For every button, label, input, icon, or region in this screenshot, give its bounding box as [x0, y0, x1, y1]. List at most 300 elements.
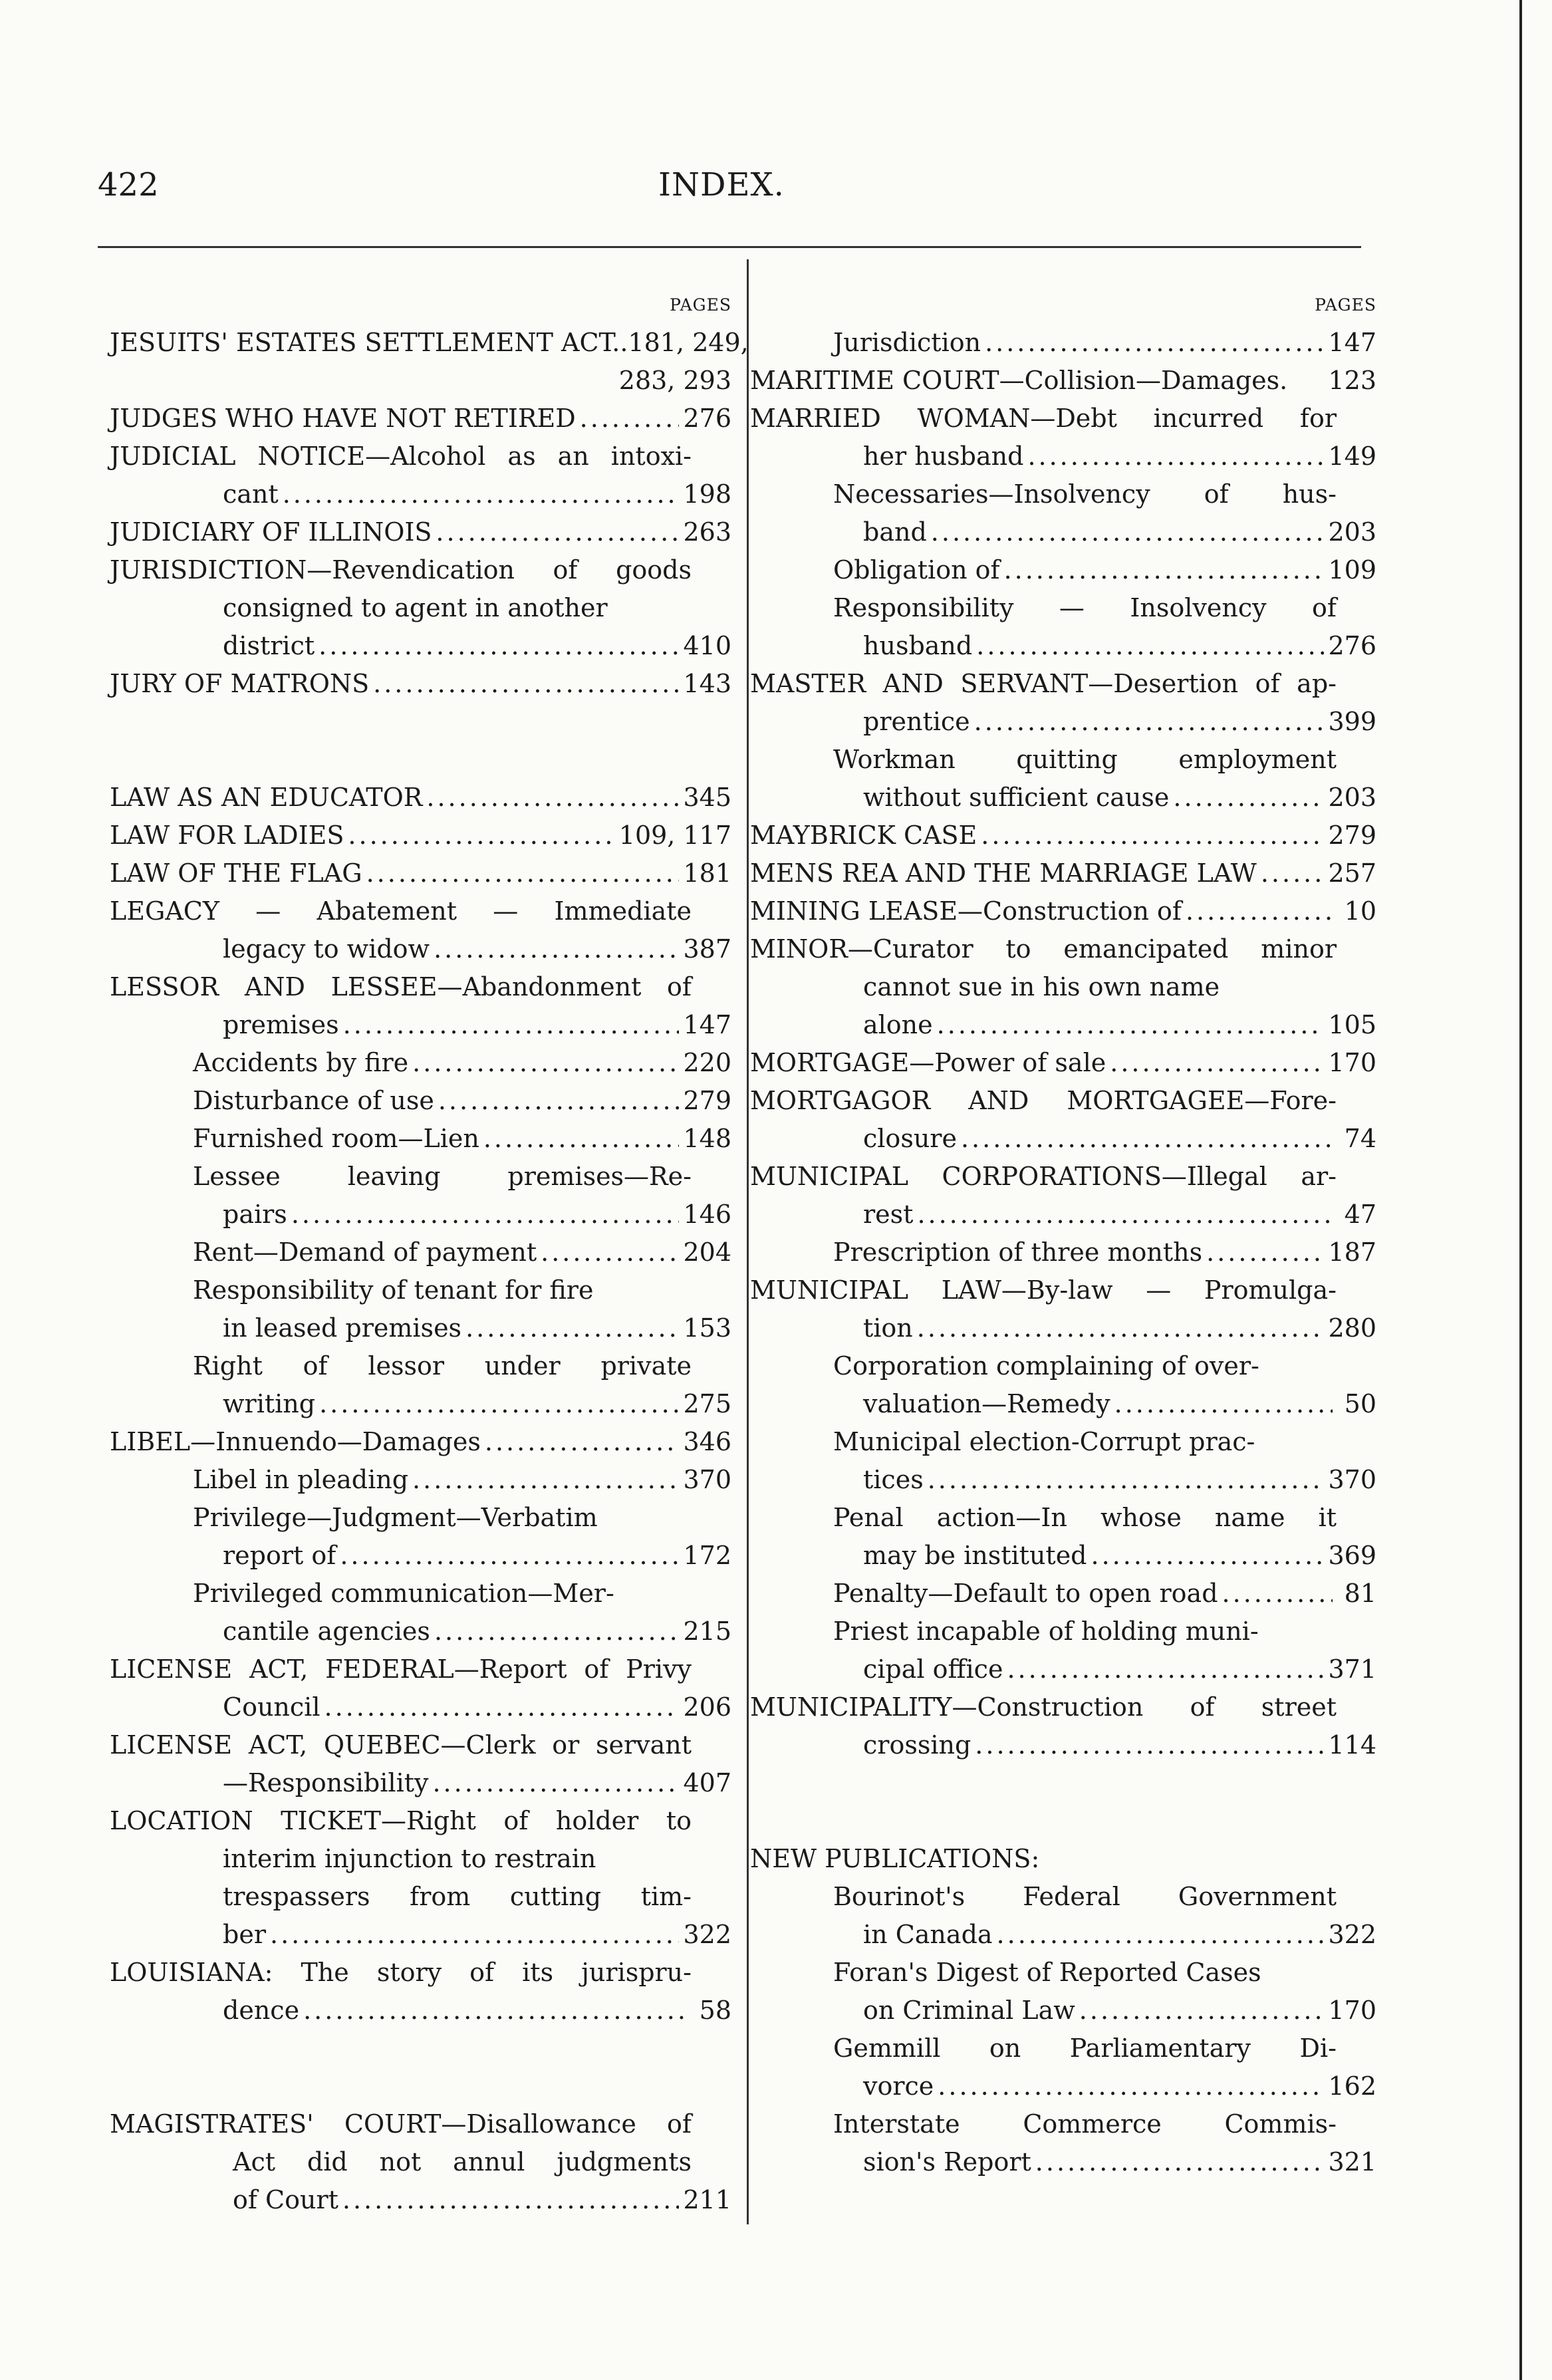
index-entry-line: [110, 1347, 731, 1385]
leader-dots: [291, 1196, 680, 1234]
leader-dots: [1035, 2143, 1325, 2181]
index-entry-page: 105: [1328, 1010, 1376, 1039]
leader-dots: [1007, 1651, 1324, 1688]
index-entry-line: [110, 892, 731, 930]
leader-dots: [1114, 1385, 1333, 1423]
leader-dots: [931, 513, 1325, 551]
index-entry-text: report of: [223, 1541, 336, 1570]
index-entry-page: 257: [1328, 859, 1376, 888]
index-entry-line: [750, 1499, 1376, 1537]
index-entry-text: Rent—Demand of payment: [193, 1238, 537, 1267]
index-entry-page: 369: [1328, 1541, 1376, 1570]
index-entry-line: [110, 2181, 731, 2219]
index-entry-text: Prescription of three months: [833, 1238, 1203, 1267]
leader-dots: [541, 1234, 679, 1271]
index-entry-text: on Criminal Law: [863, 1996, 1075, 2025]
index-entry-text: LAW AS AN EDUCATOR: [110, 783, 423, 812]
leader-dots: [342, 2181, 680, 2219]
index-entry-line: [110, 1461, 731, 1499]
index-entry-page: 81: [1344, 1579, 1376, 1608]
index-entry-line: [750, 1309, 1376, 1347]
leader-dots: [1091, 1537, 1325, 1575]
index-entry-line: [110, 1006, 731, 1044]
index-entry-text: MINOR—Curator to emancipated minor: [750, 934, 1337, 964]
index-entry-line: [750, 930, 1376, 968]
index-entry-page: 147: [683, 1010, 731, 1039]
leader-dots: [436, 513, 679, 551]
index-entry-text: NEW PUBLICATIONS:: [750, 1844, 1040, 1873]
index-entry-text: cant: [223, 479, 279, 509]
index-entry-page: 187: [1328, 1238, 1376, 1267]
index-entry-line: [750, 1271, 1376, 1309]
leader-dots: [1027, 438, 1324, 475]
index-entry-text: pairs: [223, 1200, 287, 1229]
index-entry-line: [750, 779, 1376, 817]
index-entry-line: [750, 1234, 1376, 1271]
index-entry-text: Accidents by fire: [193, 1048, 409, 1077]
index-entry-text: MINING LEASE—Construction of: [750, 896, 1182, 926]
index-entry-line: [110, 2143, 731, 2181]
leader-dots: [465, 1309, 679, 1347]
leader-dots: [283, 475, 680, 513]
index-entry-text: vorce: [863, 2071, 934, 2101]
index-entry-line: [750, 855, 1376, 892]
index-entry-text: legacy to widow: [223, 934, 430, 964]
index-entry-line: [110, 362, 731, 400]
index-entry-line: [750, 1082, 1376, 1120]
pages-label: PAGES: [670, 295, 731, 315]
index-entry-page: 170: [1328, 1996, 1376, 2025]
index-entry-line: [110, 817, 731, 855]
index-entry-page: 276: [683, 404, 731, 433]
index-entry-page: 204: [683, 1238, 731, 1267]
index-entry-page: 74: [1344, 1124, 1376, 1153]
index-entry-page: 123: [1328, 366, 1376, 395]
index-entry-text: LIBEL—Innuendo—Damages: [110, 1427, 481, 1456]
index-entry-text: ber: [223, 1920, 266, 1949]
index-entry-line: [110, 1082, 731, 1120]
index-entry-text: MUNICIPAL CORPORATIONS—Illegal ar-: [750, 1162, 1337, 1191]
leader-dots: [938, 2067, 1324, 2105]
index-entry-line: [110, 1423, 731, 1461]
index-entry-page: 149: [1328, 442, 1376, 471]
index-entry-text: MUNICIPALITY—Construction of street: [750, 1692, 1337, 1722]
index-entry-text: in Canada: [863, 1920, 993, 1949]
index-entry-text: Corporation complaining of over-: [833, 1351, 1259, 1381]
index-entry-text: Priest incapable of holding muni-: [833, 1617, 1259, 1646]
index-entry-line: [110, 1688, 731, 1726]
index-entry-page: 407: [683, 1768, 731, 1797]
leader-dots: [412, 1044, 679, 1082]
index-entry-line: [750, 968, 1376, 1006]
index-entry-line: [110, 1309, 731, 1347]
index-entry-page: 346: [683, 1427, 731, 1456]
index-entry-text: JUDICIARY OF ILLINOIS: [110, 517, 432, 547]
index-column-right: [750, 286, 1376, 2181]
index-entry-line: [110, 1499, 731, 1537]
index-entry-text: rest: [863, 1200, 914, 1229]
leader-dots: [1173, 779, 1324, 817]
index-entry-line: [750, 1688, 1376, 1726]
index-entry-page: 181: [683, 859, 731, 888]
index-entry-text: Penal action—In whose name it: [833, 1503, 1337, 1532]
index-entry-line: [750, 1651, 1376, 1688]
index-entry-line: [750, 1196, 1376, 1234]
index-entry-line: [110, 551, 731, 589]
index-entry-text: Responsibility of tenant for fire: [193, 1275, 594, 1305]
index-entry-page: 345: [683, 783, 731, 812]
index-entry-line: [750, 551, 1376, 589]
index-entry-line: [750, 324, 1376, 362]
index-entry-text: consigned to agent in another: [223, 593, 608, 622]
index-entry-line: [110, 1802, 731, 1840]
index-entry-page: 279: [683, 1086, 731, 1115]
leader-dots: [974, 703, 1325, 741]
index-entry-text: LAW FOR LADIES: [110, 821, 344, 850]
leader-dots: [319, 627, 679, 665]
index-entry-page: 172: [683, 1541, 731, 1570]
section-gap: [110, 703, 731, 779]
index-entry-text: her husband: [863, 442, 1024, 471]
index-entry-text: cannot sue in his own name: [863, 972, 1220, 1001]
index-entry-line: [110, 1158, 731, 1196]
index-entry-line: [110, 1726, 731, 1764]
leader-dots: [340, 1537, 679, 1575]
index-entry-line: [750, 1006, 1376, 1044]
index-entry-page: 370: [683, 1465, 731, 1494]
index-entry-page: 109, 117: [618, 821, 731, 850]
leader-dots: [434, 1613, 680, 1651]
leader-dots: [1261, 855, 1325, 892]
index-entry-text: Privilege—Judgment—Verbatim: [193, 1503, 598, 1532]
index-entry-line: [750, 1120, 1376, 1158]
index-entry-line: [750, 475, 1376, 513]
index-entry-text: interim injunction to restrain: [223, 1844, 596, 1873]
leader-dots: [432, 1764, 679, 1802]
index-entry-page: 50: [1344, 1389, 1376, 1418]
index-entry-line: [750, 1575, 1376, 1613]
column-divider: [747, 259, 749, 2224]
index-entry-line: [110, 1916, 731, 1954]
index-entry-line: [110, 400, 731, 438]
index-entry-line: [750, 438, 1376, 475]
index-entry-text: LEGACY — Abatement — Immediate: [110, 896, 692, 926]
leader-dots: [270, 1916, 679, 1954]
leader-dots: [1186, 892, 1333, 930]
index-entry-text: Jurisdiction: [833, 328, 981, 357]
leader-dots: [1206, 1234, 1324, 1271]
index-entry-page: 275: [683, 1389, 731, 1418]
leader-dots: [961, 1120, 1333, 1158]
index-entry-line: [110, 1954, 731, 1992]
index-entry-text: MENS REA AND THE MARRIAGE LAW: [750, 859, 1257, 888]
index-entry-text: MUNICIPAL LAW—By-law — Promulga-: [750, 1275, 1337, 1305]
index-entry-text: Council: [223, 1692, 321, 1722]
index-entry-page: 387: [683, 934, 731, 964]
index-entry-page: 280: [1328, 1313, 1376, 1343]
index-entry-page: 148: [683, 1124, 731, 1153]
leader-dots: [324, 1688, 680, 1726]
index-entry-text: LOCATION TICKET—Right of holder to: [110, 1806, 692, 1835]
index-entry-line: [110, 1196, 731, 1234]
index-entry-line: [750, 817, 1376, 855]
index-entry-text: LICENSE ACT, FEDERAL—Report of Privy: [110, 1654, 692, 1684]
section-gap: [750, 1764, 1376, 1840]
index-entry-line: [110, 438, 731, 475]
index-entry-line: [110, 1840, 731, 1878]
index-entry-text: Foran's Digest of Reported Cases: [833, 1958, 1261, 1987]
index-entry-text: Municipal election-Corrupt prac-: [833, 1427, 1255, 1456]
leader-dots: [412, 1461, 679, 1499]
index-entry-text: Interstate Commerce Commis-: [833, 2109, 1337, 2139]
index-entry-page: 198: [683, 479, 731, 509]
index-entry-line: [110, 1613, 731, 1651]
index-entry-text: LOUISIANA: The story of its jurispru-: [110, 1958, 692, 1987]
index-entry-text: MARRIED WOMAN—Debt incurred for: [750, 404, 1337, 433]
index-entry-text: dence: [223, 1996, 300, 2025]
index-entry-text: Act did not annul judgments: [233, 2147, 692, 2177]
index-entry-page: 263: [683, 517, 731, 547]
index-entry-page: 220: [683, 1048, 731, 1077]
index-entry-line: [750, 1347, 1376, 1385]
index-entry-text: in leased premises: [223, 1313, 462, 1343]
page-number: 422: [98, 166, 159, 203]
index-entry-text: cantile agencies: [223, 1617, 430, 1646]
index-entry-page: 215: [683, 1617, 731, 1646]
index-entry-text: Workman quitting employment: [833, 745, 1337, 774]
index-entry-text: tices: [863, 1465, 924, 1494]
index-entry-line: [750, 1840, 1376, 1878]
index-entry-text: Lessee leaving premises—Re-: [193, 1162, 692, 1191]
index-entry-text: Right of lessor under private: [193, 1351, 692, 1381]
leader-dots: [981, 817, 1324, 855]
index-entry-page: 410: [683, 631, 731, 660]
index-entry-text: LAW OF THE FLAG: [110, 859, 362, 888]
index-entry-line: [110, 665, 731, 703]
index-entry-line: [750, 2030, 1376, 2067]
index-entry-line: [110, 475, 731, 513]
index-entry-line: [750, 362, 1376, 400]
index-entry-text: 283, 293: [618, 366, 731, 395]
index-entry-page: 276: [1328, 631, 1376, 660]
index-entry-line: [750, 1423, 1376, 1461]
leader-dots: [580, 400, 680, 438]
index-entry-text: JURY OF MATRONS: [110, 669, 370, 698]
index-entry-line: [750, 1878, 1376, 1916]
index-entry-line: [750, 1726, 1376, 1764]
index-entry-text: JURISDICTION—Revendication of goods: [110, 555, 692, 585]
page-title: INDEX.: [658, 166, 785, 203]
leader-dots: [985, 324, 1324, 362]
index-entry-text: trespassers from cutting tim-: [223, 1882, 692, 1911]
index-entry-text: band: [863, 517, 927, 547]
index-entry-text: crossing: [863, 1730, 971, 1760]
index-entry-line: [110, 589, 731, 627]
leader-dots: [928, 1461, 1325, 1499]
index-entry-line: [110, 1878, 731, 1916]
index-entry-line: [750, 627, 1376, 665]
index-entry-text: tion: [863, 1313, 913, 1343]
leader-dots: [319, 1385, 679, 1423]
leader-dots: [1110, 1044, 1324, 1082]
index-entry-text: without sufficient cause: [863, 783, 1170, 812]
index-entry-line: [750, 1461, 1376, 1499]
index-entry-text: JUDICIAL NOTICE—Alcohol as an intoxi-: [110, 442, 692, 471]
index-entry-text: writing: [223, 1389, 316, 1418]
index-entry-line: [110, 1575, 731, 1613]
leader-dots: [343, 1006, 680, 1044]
index-entry-line: [110, 779, 731, 817]
index-entry-text: Necessaries—Insolvency of hus-: [833, 479, 1337, 509]
index-entry-line: [750, 2105, 1376, 2143]
leader-dots: [976, 627, 1324, 665]
index-entry-line: [750, 2143, 1376, 2181]
header-rule: [98, 246, 1361, 248]
leader-dots: [917, 1196, 1333, 1234]
pages-label: PAGES: [1315, 295, 1376, 315]
index-entry-line: [750, 400, 1376, 438]
leader-dots: [937, 1006, 1325, 1044]
leader-dots: [483, 1120, 680, 1158]
index-entry-line: [750, 1916, 1376, 1954]
leader-dots: [1004, 551, 1325, 589]
index-entry-page: 211: [683, 2185, 731, 2214]
index-entry-text: Penalty—Default to open road: [833, 1579, 1218, 1608]
leader-dots: [997, 1916, 1325, 1954]
index-entry-page: 321: [1328, 2147, 1376, 2177]
index-entry-line: [110, 968, 731, 1006]
index-entry-page: 109: [1328, 555, 1376, 585]
index-entry-text: closure: [863, 1124, 957, 1153]
index-entry-page: 147: [1328, 328, 1376, 357]
index-entry-line: [750, 665, 1376, 703]
index-entry-line: [110, 1385, 731, 1423]
index-entry-page: 370: [1328, 1465, 1376, 1494]
index-entry-text: alone: [863, 1010, 933, 1039]
index-entry-text: may be instituted: [863, 1541, 1087, 1570]
leader-dots: [348, 817, 614, 855]
index-entry-line: [110, 324, 749, 362]
index-entry-line: [110, 1537, 731, 1575]
index-entry-page: 153: [683, 1313, 731, 1343]
index-entry-text: Furnished room—Lien: [193, 1124, 479, 1153]
index-entry-page: 206: [683, 1692, 731, 1722]
index-entry-page: 322: [1328, 1920, 1376, 1949]
index-column-left: [110, 286, 749, 2219]
index-entry-line: [750, 1158, 1376, 1196]
index-entry-page: 47: [1344, 1200, 1376, 1229]
index-entry-text: MORTGAGOR AND MORTGAGEE—Fore-: [750, 1086, 1337, 1115]
index-entry-page: 10: [1344, 896, 1376, 926]
page-edge: [1519, 0, 1522, 2380]
index-entry-text: district: [223, 631, 315, 660]
leader-dots: [1079, 1992, 1325, 2030]
index-entry-text: —Responsibility: [223, 1768, 429, 1797]
index-entry-text: prentice: [863, 707, 970, 736]
index-entry-text: Responsibility — Insolvency of: [833, 593, 1337, 622]
index-entry-text: Gemmill on Parliamentary Di-: [833, 2034, 1337, 2063]
section-gap: [110, 2030, 731, 2105]
index-entry-line: [110, 1234, 731, 1271]
leader-dots: [373, 665, 679, 703]
index-entry-text: Disturbance of use: [193, 1086, 434, 1115]
index-entry-page: 162: [1328, 2071, 1376, 2101]
leader-dots: [426, 779, 679, 817]
index-entry-line: [110, 1271, 731, 1309]
index-entry-text: MASTER AND SERVANT—Desertion of ap-: [750, 669, 1337, 698]
leader-dots: [1222, 1575, 1333, 1613]
leader-dots: [975, 1726, 1324, 1764]
leader-dots: [438, 1082, 680, 1120]
index-entry-line: [750, 703, 1376, 741]
index-entry-line: [110, 1120, 731, 1158]
index-entry-line: [750, 589, 1376, 627]
index-entry-line: [110, 1044, 731, 1082]
index-entry-line: [750, 1537, 1376, 1575]
leader-dots: [485, 1423, 680, 1461]
index-entry-text: JUDGES WHO HAVE NOT RETIRED: [110, 404, 576, 433]
index-entry-line: [110, 627, 731, 665]
index-entry-page: 203: [1328, 517, 1376, 547]
index-entry-line: [750, 1044, 1376, 1082]
leader-dots: [303, 1992, 688, 2030]
index-entry-page: 399: [1328, 707, 1376, 736]
index-entry-line: [750, 741, 1376, 779]
index-entry-text: MARITIME COURT—Collision—Damages.: [750, 366, 1288, 395]
index-entry-line: [750, 1992, 1376, 2030]
index-entry-text: Bourinot's Federal Government: [833, 1882, 1337, 1911]
leader-dots: [434, 930, 679, 968]
index-entry-text: MAYBRICK CASE: [750, 821, 977, 850]
index-entry-text: of Court: [233, 2185, 338, 2214]
index-entry-line: [110, 1992, 731, 2030]
leader-dots: [917, 1309, 1325, 1347]
index-entry-page: 170: [1328, 1048, 1376, 1077]
index-entry-line: [110, 513, 731, 551]
index-entry-text: premises: [223, 1010, 339, 1039]
index-entry-line: [750, 892, 1376, 930]
index-entry-line: [110, 1651, 731, 1688]
index-entry-text: sion's Report: [863, 2147, 1031, 2177]
index-entry-text: MAGISTRATES' COURT—Disallowance of: [110, 2109, 692, 2139]
index-entry-text: MORTGAGE—Power of sale: [750, 1048, 1106, 1077]
index-entry-line: [110, 855, 731, 892]
index-entry-line: [110, 1764, 731, 1802]
index-entry-page: 371: [1328, 1654, 1376, 1684]
index-entry-text: LICENSE ACT, QUEBEC—Clerk or servant: [110, 1730, 692, 1760]
index-entry-page: 143: [683, 669, 731, 698]
index-entry-page: 114: [1328, 1730, 1376, 1760]
index-entry-line: [750, 1385, 1376, 1423]
index-entry-line: [750, 1613, 1376, 1651]
index-entry-page: 58: [699, 1996, 731, 2025]
index-entry-text: LESSOR AND LESSEE—Abandonment of: [110, 972, 692, 1001]
index-entry-line: [750, 513, 1376, 551]
index-entry-text: JESUITS' ESTATES SETTLEMENT ACT..181, 249,: [110, 328, 749, 357]
index-entry-text: Obligation of: [833, 555, 1000, 585]
index-entry-text: husband: [863, 631, 973, 660]
index-entry-text: Libel in pleading: [193, 1465, 409, 1494]
index-entry-page: 279: [1328, 821, 1376, 850]
index-entry-page: 322: [683, 1920, 731, 1949]
index-entry-line: [750, 2067, 1376, 2105]
leader-dots: [366, 855, 680, 892]
index-entry-text: cipal office: [863, 1654, 1003, 1684]
index-entry-page: 146: [683, 1200, 731, 1229]
index-entry-page: 203: [1328, 783, 1376, 812]
index-entry-line: [750, 1954, 1376, 1992]
index-entry-text: Privileged communication—Mer-: [193, 1579, 614, 1608]
